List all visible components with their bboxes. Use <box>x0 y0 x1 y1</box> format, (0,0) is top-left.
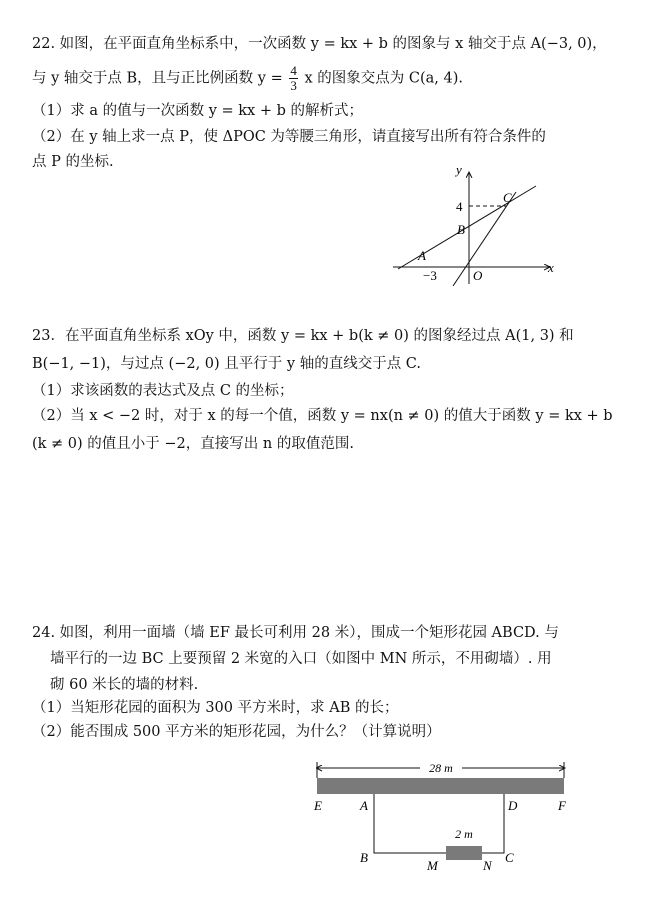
q24-label-C: C <box>505 850 514 865</box>
q22-line2-before: 与 y 轴交于点 B，且与正比例函数 y = <box>32 70 283 87</box>
q23-line1: 23．在平面直角坐标系 xOy 中，函数 y = kx + b(k ≠ 0) 的图象经过点 A(1, 3) 和 <box>32 328 574 344</box>
q22-label-C: C <box>503 190 512 205</box>
q22-fraction-num: 4 <box>290 63 297 78</box>
q24-line2: 墙平行的一边 BC 上要预留 2 米宽的入口（如图中 MN 所示，不用砌墙）. 用 <box>50 651 552 667</box>
q22-line2 <box>32 64 625 93</box>
q24-label-A: A <box>360 798 368 813</box>
q23-part2a: （2）当 x < −2 时，对于 x 的每一个值，函数 y = nx(n ≠ 0) 的值大于函数 y = kx + b <box>32 408 613 424</box>
q22-part1: （1）求 a 的值与一次函数 y = kx + b 的解析式； <box>32 103 363 119</box>
q22-line1: 22. 如图，在平面直角坐标系中，一次函数 y = kx + b 的图象与 x 轴交于点 A(−3, 0)， <box>32 36 607 52</box>
q24-label-28m: 28 m <box>429 761 453 775</box>
q22-label-B: B <box>457 222 465 237</box>
q22-fraction <box>289 64 298 93</box>
q22-part2b: 点 P 的坐标. <box>32 154 114 170</box>
q22-figure <box>388 156 568 286</box>
q22-label-4: 4 <box>456 199 463 214</box>
q23-line2: B(−1, −1)，与过点 (−2, 0) 且平行于 y 轴的直线交于点 C. <box>32 356 421 372</box>
q22-label-y: y <box>456 162 462 177</box>
q22-label-x: x <box>548 260 554 275</box>
q24-label-E: E <box>314 798 322 813</box>
q24-wall-ef <box>317 778 564 794</box>
q22-line2-after: x 的图象交点为 C(a, 4). <box>304 70 463 87</box>
q22-label-neg3: −3 <box>423 268 437 283</box>
q24-garden-outline <box>374 794 446 853</box>
q24-line3: 砌 60 米长的墙的材料. <box>50 677 199 693</box>
q24-label-D: D <box>508 798 518 813</box>
q24-figure <box>300 756 580 876</box>
q24-garden-outline-right <box>482 794 504 853</box>
q24-entrance-mn <box>446 846 482 860</box>
q24-label-2m: 2 m <box>455 827 473 841</box>
q24-line1: 24. 如图，利用一面墙（墙 EF 最长可利用 28 米），围成一个矩形花园 ABCD. 与 <box>32 625 559 641</box>
q23-part2b: (k ≠ 0) 的值且小于 −2，直接写出 n 的取值范围. <box>32 436 354 452</box>
q24-label-M: M <box>427 858 438 873</box>
q23-part1: （1）求该函数的表达式及点 C 的坐标； <box>32 383 294 399</box>
q24-part2: （2）能否围成 500 平方米的矩形花园，为什么？（计算说明） <box>32 724 441 740</box>
q24-label-F: F <box>558 798 566 813</box>
q24-label-B: B <box>360 850 368 865</box>
q22-fraction-den: 3 <box>290 78 297 93</box>
q24-part1: （1）当矩形花园的面积为 300 平方米时，求 AB 的长； <box>32 700 399 716</box>
q22-label-A: A <box>418 248 426 263</box>
q22-part2a: （2）在 y 轴上求一点 P，使 ΔPOC 为等腰三角形，请直接写出所有符合条件的 <box>32 129 546 145</box>
q24-label-N: N <box>483 858 492 873</box>
q22-label-O: O <box>473 268 483 283</box>
